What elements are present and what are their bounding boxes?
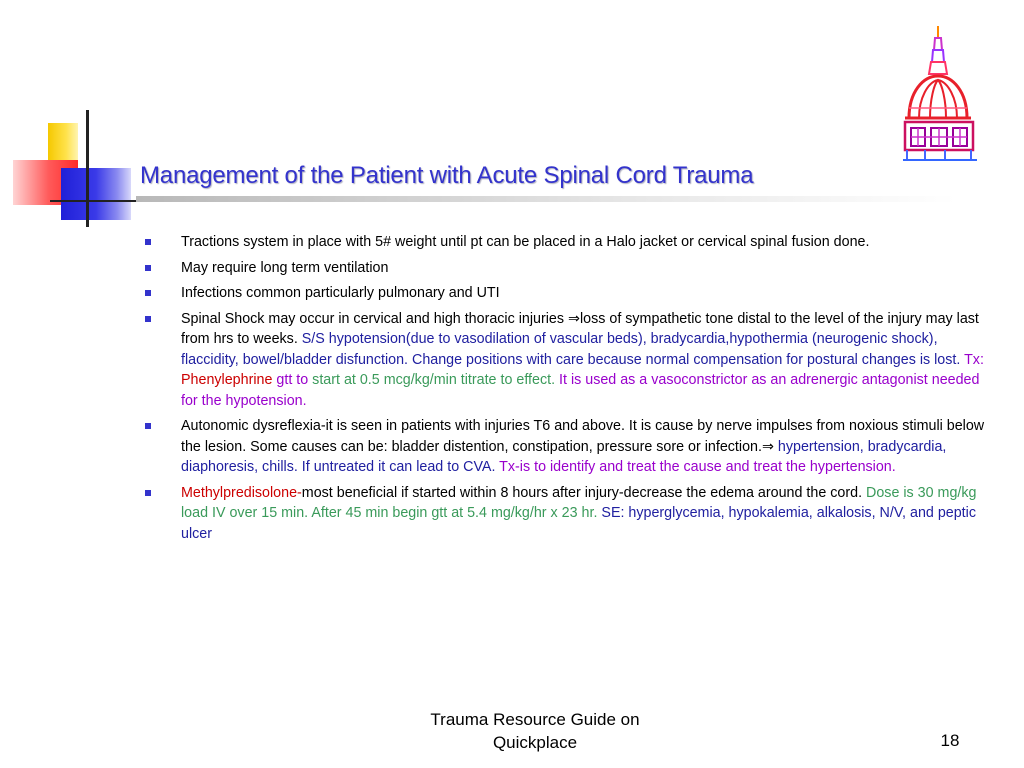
hospital-dome-logo-icon [895, 22, 985, 167]
bullet-text-segment: most beneficial if started within 8 hours after injury-decrease the edema around the cord. [301, 484, 867, 501]
decorative-vertical-line [86, 110, 89, 227]
decorative-blue-square [61, 168, 131, 220]
bullet-item [145, 232, 990, 253]
bullet-text-segment: Dose is 30 mg/kg load IV over 15 min. After 45 min begin gtt at 5.4 mg/kg/hr x 23 hr. [181, 484, 977, 521]
bullet-marker-icon [145, 423, 151, 429]
bullet-marker-icon [145, 316, 151, 322]
bullet-text-segment: S/S hypotension(due to vasodilation of vascular beds), bradycardia,hypothermia (neurogenic shock), flaccidity, bowel/bladder disfunction. Change positions with care because normal compensation for postural changes is lost. [181, 331, 965, 368]
bullet-text-segment: Tx: [964, 351, 984, 368]
slide-title: Management of the Patient with Acute Spinal Cord Trauma [140, 162, 754, 189]
bullet-item [145, 416, 990, 478]
bullet-text-segment: gtt to [272, 372, 313, 388]
bullet-marker-icon [145, 265, 151, 271]
bullet-text-segment: Phenylephrine [181, 372, 273, 388]
bullet-text-segment: start at 0.5 mcg/kg/min titrate to effect. [312, 372, 560, 388]
bullet-text-segment: hypertension, bradycardia, diaphoresis, chills. If untreated it can lead to CVA. [181, 438, 947, 475]
footer-text: Trauma Resource Guide on Quickplace [430, 710, 640, 752]
title-underline [136, 196, 956, 202]
bullet-marker-icon [145, 239, 151, 245]
bullet-text-segment: Spinal Shock may occur in cervical and high thoracic injuries ⇒loss of sympathetic tone distal to the level of the injury may last from hrs to weeks. [181, 310, 979, 347]
bullet-item [145, 483, 990, 545]
bullet-item [145, 309, 990, 412]
page-number: 18 [940, 731, 960, 750]
bullet-text-segment: Infections common particularly pulmonary and UTI [181, 285, 500, 301]
bullet-text-segment: Autonomic dysreflexia-it is seen in patients with injuries T6 and above. It is cause by nerve impulses from noxious stimuli below the lesion. Some causes can be: bladder distention, constipation, pressure sore or infection.⇒ [181, 418, 985, 455]
bullet-marker-icon [145, 490, 151, 496]
bullet-list [145, 232, 990, 549]
bullet-item [145, 283, 990, 304]
bullet-marker-icon [145, 290, 151, 296]
bullet-text-segment: SE: hyperglycemia, hypokalemia, alkalosis, N/V, and peptic ulcer [181, 505, 976, 542]
bullet-text-segment: Methylpredisolone- [181, 484, 302, 501]
bullet-item [145, 258, 990, 279]
bullet-text-segment: May require long term ventilation [181, 259, 389, 276]
bullet-text-segment: Tractions system in place with 5# weight until pt can be placed in a Halo jacket or cervical spinal fusion done. [181, 234, 870, 250]
bullet-text-segment: It is used as a vasoconstrictor as an adrenergic antagonist needed for the hypotension. [181, 372, 980, 409]
bullet-text-segment: Tx-is to identify and treat the cause and treat the hypertension. [499, 459, 896, 475]
decorative-horizontal-line [50, 200, 138, 202]
